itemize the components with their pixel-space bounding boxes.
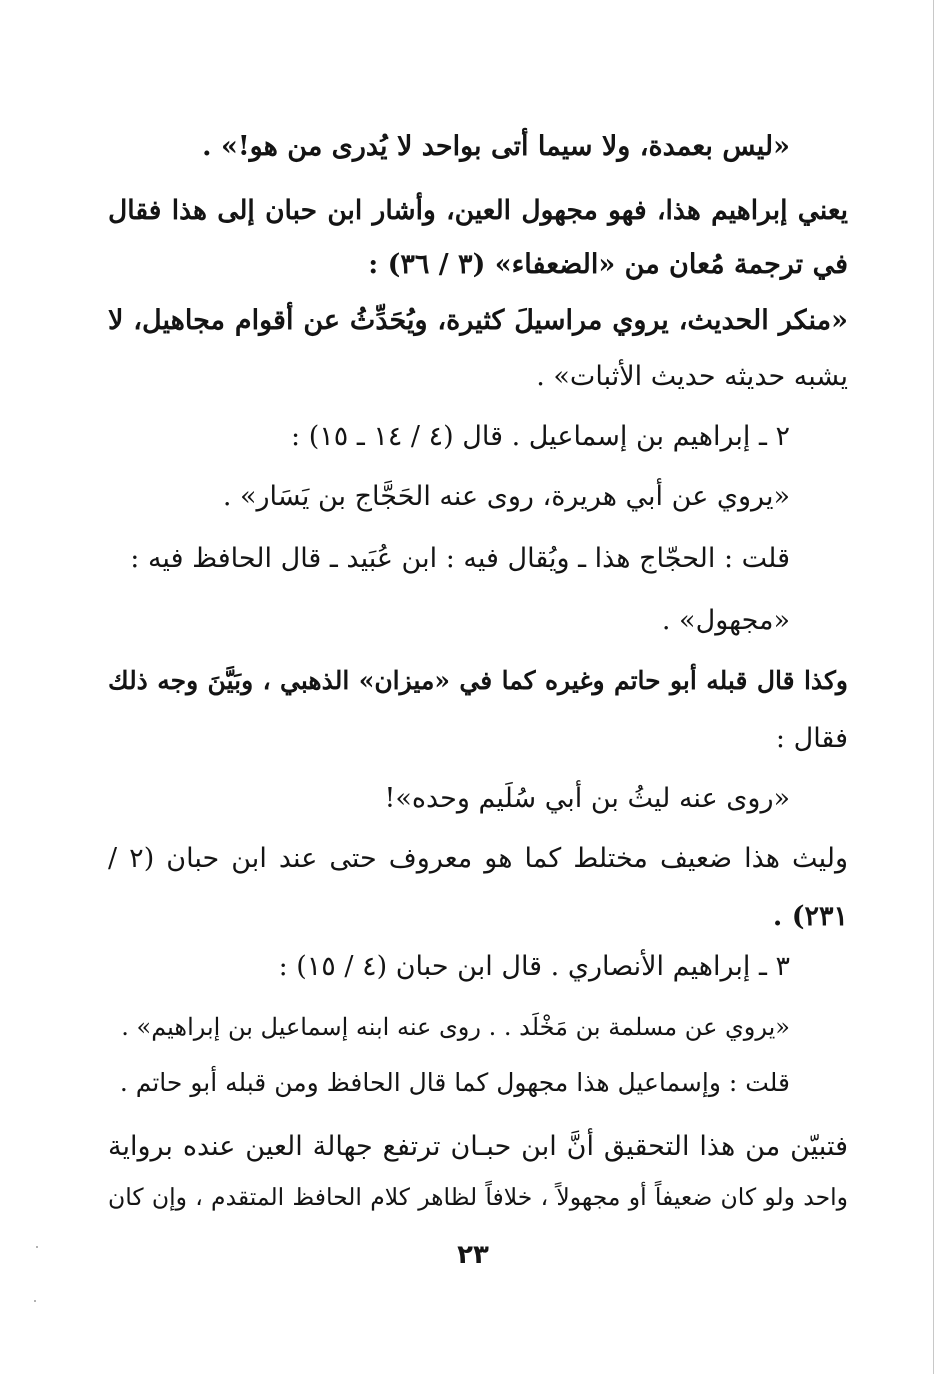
text-line: واحد ولو كان ضعيفاً أو مجهولاً ، خلافاً لظاهر كلام الحافظ المتقدم ، وإن كان [108,1183,848,1211]
text-line: «يروي عن مسلمة بن مَخْلَد . . روى عنه ابنه إسماعيل بن إبراهيم» . [121,1013,790,1041]
text-line: ٢ ـ إبراهيم بن إسماعيل . قال (٤ / ١٤ ـ ١٥) : [291,421,790,452]
text-line: «مجهول» . [661,605,790,636]
text-line: وكذا قال قبله أبو حاتم وغيره كما في «ميزان» الذهبي ، وبَيَّنَ وجه ذلك [108,666,848,695]
text-line: «روى عنه ليثُ بن أبي سُلَيم وحده»! [384,783,790,814]
text-line: فتبيّن من هذا التحقيق أنَّ ابن حبـان ترتفع جهالة العين عنده برواية [108,1131,848,1162]
text-line: قلت : الحجّاج هذا ـ ويُقال فيه : ابن عُبَيد ـ قال الحافظ فيه : [130,543,790,574]
text-line: ٣ ـ إبراهيم الأنصاري . قال ابن حبان (٤ / ١٥) : [278,951,790,982]
text-line: «منكر الحديث، يروي مراسيلَ كثيرة، ويُحَدِّثُ عن أقوام مجاهيل، لا [108,305,848,336]
text-line: قلت : وإسماعيل هذا مجهول كما قال الحافظ ومن قبله أبو حاتم . [119,1068,790,1097]
text-line: ٢٣١) . [772,901,848,932]
text-line: «ليس بعمدة، ولا سيما أتى بواحد لا يُدرى من هو!» . [202,131,790,162]
page-number: ٢٣ [457,1240,489,1270]
page-edge [933,0,934,1374]
text-line: فقال : [775,723,848,754]
text-line: وليث هذا ضعيف مختلط كما هو معروف حتى عند ابن حبان (٢ / [108,843,848,874]
text-line: يعني إبراهيم هذا، فهو مجهول العين، وأشار ابن حبان إلى هذا فقال [108,195,848,226]
text-line: يشبه حديثه حديث الأثبات» . [536,361,848,392]
text-line: «يروي عن أبي هريرة، روى عنه الحَجَّاج بن يَسَار» . [222,481,790,512]
scan-speck [34,1300,36,1302]
text-line: في ترجمة مُعان من «الضعفاء» (٣ / ٣٦) : [368,249,848,280]
